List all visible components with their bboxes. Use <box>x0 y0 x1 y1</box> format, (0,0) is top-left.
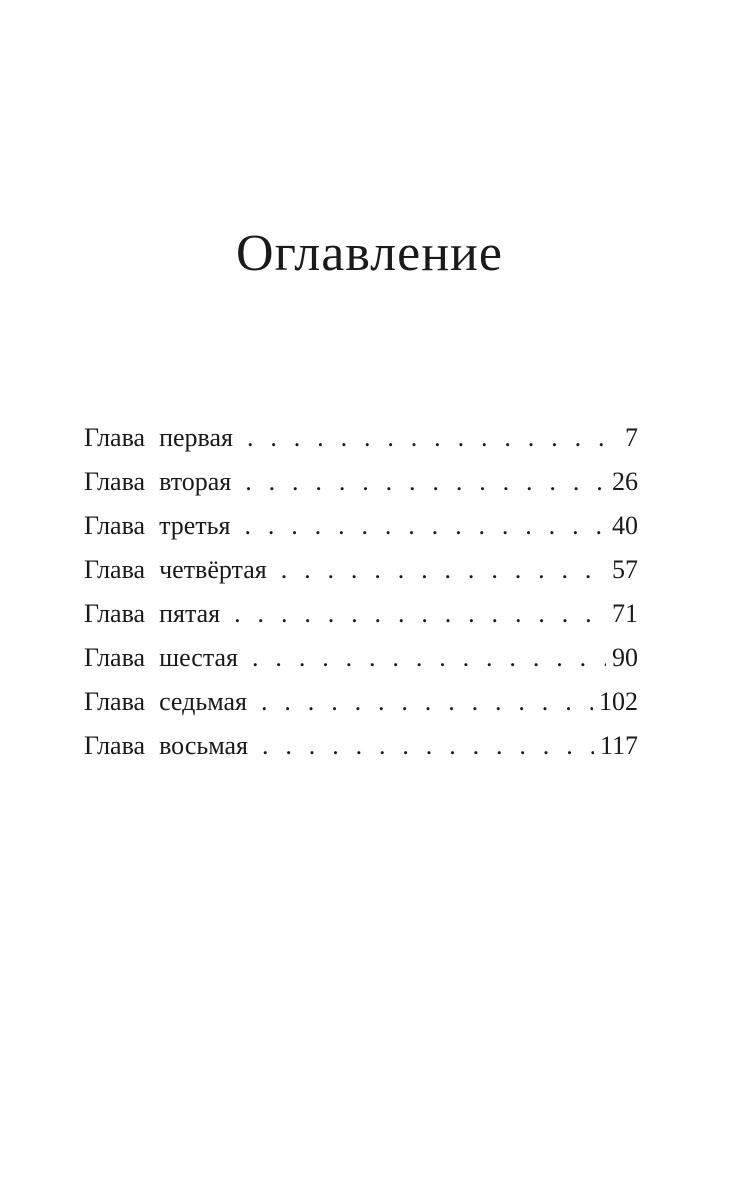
toc-page-number: 26 <box>612 467 638 496</box>
toc-chapter-word: Глава <box>84 599 146 628</box>
table-of-contents <box>84 419 638 771</box>
toc-page-number: 7 <box>625 423 638 452</box>
toc-entry <box>84 683 638 727</box>
page-title: Оглавление <box>236 225 503 282</box>
toc-chapter-name: пятая <box>159 599 221 628</box>
toc-entry-label <box>84 595 220 633</box>
toc-dot-leader <box>281 551 606 589</box>
toc-entry-label <box>84 463 231 501</box>
toc-chapter-name: шестая <box>159 643 239 672</box>
toc-chapter-name: седьмая <box>159 687 247 716</box>
toc-chapter-name: вторая <box>159 467 232 496</box>
toc-entry-label <box>84 419 233 457</box>
toc-entry <box>84 727 638 771</box>
toc-chapter-word: Глава <box>84 555 146 584</box>
toc-chapter-name: третья <box>159 511 231 540</box>
toc-chapter-word: Глава <box>84 731 146 760</box>
toc-entry-label <box>84 639 238 677</box>
toc-entry <box>84 507 638 551</box>
toc-dot-leader <box>261 683 593 721</box>
toc-entry <box>84 551 638 595</box>
toc-page-number: 117 <box>599 731 638 760</box>
toc-chapter-word: Глава <box>84 467 146 496</box>
toc-page-number: 90 <box>612 643 638 672</box>
toc-page-number: 71 <box>612 599 638 628</box>
toc-dot-leader <box>252 639 606 677</box>
toc-entry <box>84 595 638 639</box>
toc-chapter-word: Глава <box>84 687 146 716</box>
toc-page-number: 102 <box>599 687 638 716</box>
toc-entry <box>84 463 638 507</box>
toc-chapter-name: первая <box>159 423 233 452</box>
toc-dot-leader <box>262 727 594 765</box>
toc-dot-leader <box>245 463 606 501</box>
toc-entry-label <box>84 551 267 589</box>
toc-entry-label <box>84 683 247 721</box>
toc-chapter-name: четвёртая <box>159 555 267 584</box>
toc-dot-leader <box>244 507 606 545</box>
toc-entry <box>84 419 638 463</box>
toc-page-number: 57 <box>612 555 638 584</box>
toc-entry-label <box>84 727 248 765</box>
toc-chapter-name: восьмая <box>159 731 248 760</box>
toc-entry <box>84 639 638 683</box>
toc-chapter-word: Глава <box>84 511 146 540</box>
toc-dot-leader <box>247 419 618 457</box>
toc-page-number: 40 <box>612 511 638 540</box>
toc-entry-label <box>84 507 230 545</box>
toc-chapter-word: Глава <box>84 643 146 672</box>
toc-chapter-word: Глава <box>84 423 146 452</box>
toc-dot-leader <box>234 595 606 633</box>
